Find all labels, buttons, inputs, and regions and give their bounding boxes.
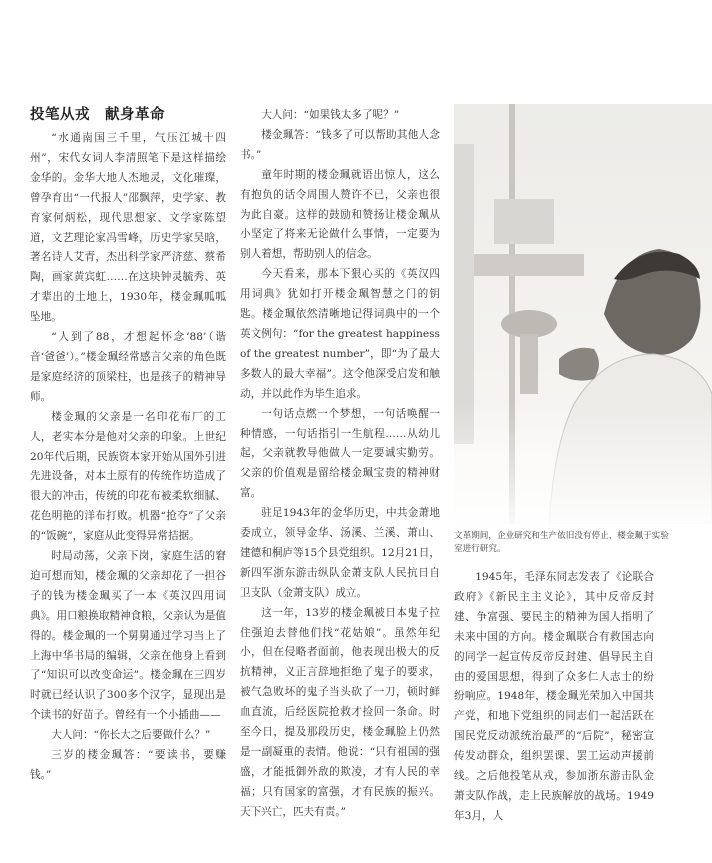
paragraph: 三岁的楼金珮答：“要读书，要赚钱。” bbox=[30, 749, 226, 781]
hand-shape bbox=[559, 348, 599, 381]
paragraph: 时局动荡，父亲下岗，家庭生活的窘迫可想而知，楼金珮的父亲却花了一担谷子的钱为楼金珮买了一本《英汉四用词典》。用口粮换取精神食粮，父亲认为是值得的。楼金珮的一个舅舅通过学习当上了上海中华书局的编辑，父亲在他身上看到了“知识可以改变命运”。楼金珮在三四岁时就已经认识了300多个汉字，显现出是个读书的好苗子。曾经有一个小插曲—— bbox=[30, 550, 226, 722]
paragraph: 1945年，毛泽东同志发表了《论联合政府》《新民主主义论》，其中反帝反封建、争富强、要民主的精神为国人指明了未来中国的方向。楼金珮联合有救国志向的同学一起宣传反帝反封建、倡导民主自由的爱国思想，得到了众多仁人志士的纷纷响应。1948年，楼金珮光荣加入中国共产党，和地下党组织的同志们一起活跃在国民党反动派统治最严的“后院”，秘密宣传发动群众，组织罢课、罢工运动声援前线。之后他投笔从戎，参加浙东游击队金萧支队作战，走上民族解放的战场。1949年3月，人 bbox=[454, 571, 654, 822]
apparatus-stem bbox=[520, 334, 538, 394]
paragraph: 大人问：“如果钱太多了呢？” bbox=[261, 109, 400, 121]
paragraph: 童年时期的楼金珮就语出惊人，这么有抱负的话令周围人赞许不已，父亲也很为此自豪。这样的鼓励和赞扬让楼金珮从小坚定了将来无论做什么事情，一定要为别人着想，帮助别人的信念。 bbox=[240, 168, 440, 261]
paragraph: 楼金珮的父亲是一名印花布厂的工人，老实本分是他对父亲的印象。上世纪20年代后期，民族资本家开始从国外引进先进设备，对本土原有的传统作坊造成了很大的冲击，传统的印花布被柔软细腻、花色明艳的洋布打败。机器“抢夺”了父亲的“饭碗”，家庭从此变得异常拮据。 bbox=[30, 410, 226, 543]
photo-fade bbox=[454, 404, 712, 524]
apparatus-box bbox=[494, 199, 554, 244]
apparatus-clamp bbox=[474, 254, 584, 276]
paragraph: 大人问：“你长大之后要做什么？” bbox=[51, 729, 211, 742]
apparatus-panel bbox=[454, 144, 474, 444]
paragraph: 一句话点燃一个梦想，一句话唤醒一种情感，一句话指引一生航程……从幼儿起，父亲就教导他做人一定要诚实勤劳。父亲的价值观是留给楼金珮宝贵的精神财富。 bbox=[240, 407, 440, 500]
paragraph: “水通南国三千里，气压江城十四州”，宋代女词人李清照笔下是这样描绘金华的。金华大地人杰地灵，文化璀璨，曾孕育出“一代报人”邵飘萍，史学家、教育家何炳松，现代思想家、文学家陈望道，文艺理论家冯雪峰，历史学家吴晗，著名诗人艾青，杰出科学家严济慈、蔡希陶，画家黄宾虹……在这块钟灵毓秀、英才辈出的土地上，1930年，楼金珮呱呱坠地。 bbox=[30, 132, 226, 324]
apparatus-flask bbox=[501, 310, 557, 338]
paragraph: “人到了88，才想起怀念‘88’（谐音‘爸爸’）。”楼金珮经常感言父亲的角色既是家庭经济的顶梁柱，也是孩子的精神导师。 bbox=[30, 331, 226, 403]
section-heading: 投笔从戎 献身革命 bbox=[30, 107, 165, 123]
paragraph: 楼金珮答：“钱多了可以帮助其他人念书。” bbox=[240, 128, 440, 161]
photo-caption: 文革期间，企业研究和生产依旧没有停止，楼金珮于实验室进行研究。 bbox=[454, 531, 669, 554]
article-column-1 bbox=[30, 103, 226, 786]
paragraph: 这一年，13岁的楼金珮被日本鬼子拉住强迫去替他们找“花姑娘”。虽然年纪小，但在侵略者面前，他表现出极大的反抗精神，义正言辞地拒绝了鬼子的要求，被气急败坏的鬼子当头砍了一刀，顿时鲜血直流，后经医院抢救才捡回一条命。时至今日，提及那段历史，楼金珮脸上仍然是一副凝重的表情。他说：“只有祖国的强盛，才能抵御外敌的欺凌，才有人民的幸福；只有国家的富强，才有民族的振兴。天下兴亡，匹夫有责。” bbox=[240, 606, 440, 818]
article-column-3 bbox=[454, 568, 654, 827]
lab-photo bbox=[454, 104, 712, 524]
paragraph: 驻足1943年的金华历史，中共金萧地委成立，领导金华、汤溪、兰溪、萧山、建德和桐庐等15个县党组织。12月21日，新四军浙东游击纵队金萧支队人民抗日自卫支队（金萧支队）成立。 bbox=[240, 507, 440, 599]
portrait-illustration bbox=[454, 104, 712, 524]
article-column-2 bbox=[240, 106, 440, 823]
paragraph: 今天看来，那本下狠心买的《英汉四用词典》犹如打开楼金珮智慧之门的钥匙。楼金珮依然清晰地记得词典中的一个英文例句：“for the greatest happiness of the greatest number”，即“为了最大多数人的最大幸福”。这令他深受启发和触动，并以此作为毕生追求。 bbox=[240, 268, 440, 400]
